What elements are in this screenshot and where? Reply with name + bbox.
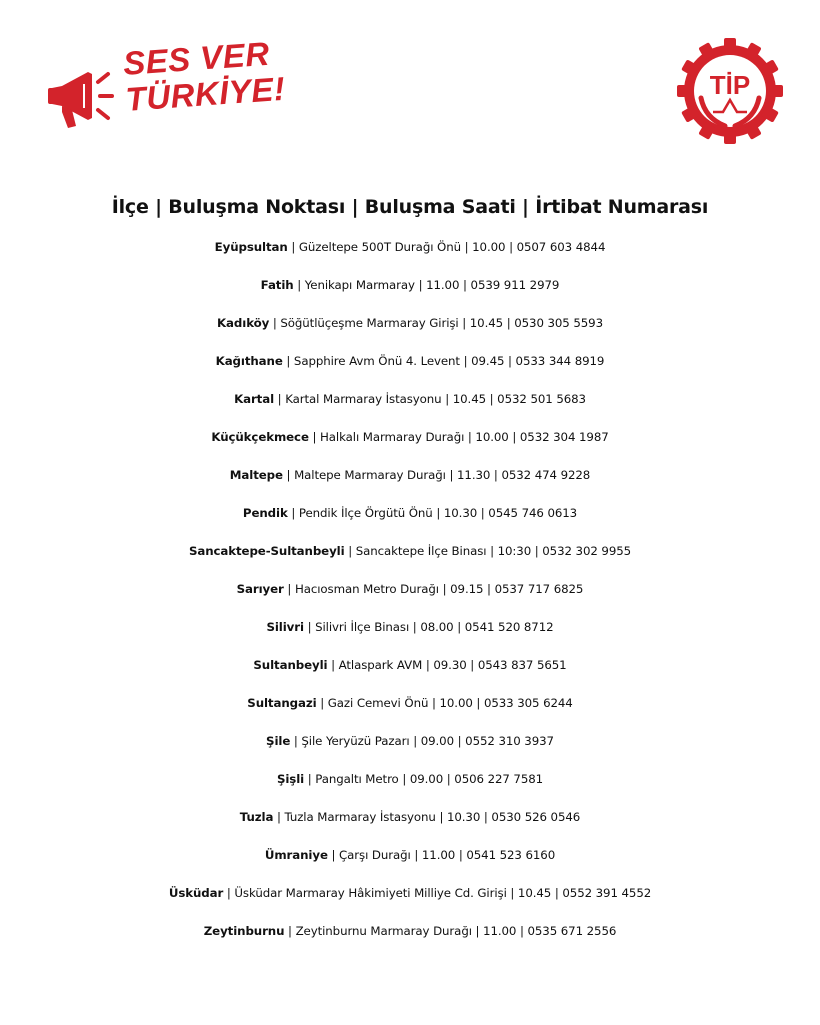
slogan-line-1: SES VER (121, 34, 271, 82)
list-item (0, 462, 820, 500)
meeting-details: | Atlaspark AVM | 09.30 | 0543 837 5651 (327, 658, 567, 672)
district-name: Silivri (266, 620, 304, 634)
list-item (0, 880, 820, 918)
district-name: Eyüpsultan (214, 240, 288, 254)
gear-wreath-icon (675, 36, 785, 146)
list-item (0, 842, 820, 880)
district-name: Tuzla (239, 810, 274, 824)
meeting-details: | Tuzla Marmaray İstasyonu | 10.30 | 0530 526 0546 (273, 810, 581, 824)
list-item (0, 310, 820, 348)
list-item (0, 728, 820, 766)
party-logo-text: TİP (709, 70, 751, 100)
district-name: Şişli (276, 772, 305, 786)
meeting-details: | Halkalı Marmaray Durağı | 10.00 | 0532 304 1987 (308, 430, 609, 444)
meeting-details: | Silivri İlçe Binası | 08.00 | 0541 520 8712 (303, 620, 554, 634)
list-item (0, 690, 820, 728)
list-item (0, 386, 820, 424)
district-name: Kartal (234, 392, 275, 406)
district-name: Sarıyer (236, 582, 284, 596)
district-name: Şile (266, 734, 291, 748)
meeting-details: | Söğütlüçeşme Marmaray Girişi | 10.45 | 0530 305 5593 (269, 316, 603, 330)
megaphone-icon (48, 68, 114, 130)
district-name: Sultangazi (247, 696, 317, 710)
meeting-points-list (0, 234, 820, 956)
district-name: Kadıköy (217, 316, 270, 330)
district-name: Zeytinburnu (203, 924, 285, 938)
tip-party-logo (675, 36, 785, 146)
district-name: Ümraniye (264, 848, 328, 862)
meeting-details: | Pendik İlçe Örgütü Önü | 10.30 | 0545 746 0613 (287, 506, 578, 520)
meeting-details: | Üsküdar Marmaray Hâkimiyeti Milliye Cd. Girişi | 10.45 | 0552 391 4552 (223, 886, 652, 900)
district-name: Fatih (260, 278, 294, 292)
meeting-details: | Çarşı Durağı | 11.00 | 0541 523 6160 (327, 848, 556, 862)
meeting-details: | Sapphire Avm Önü 4. Levent | 09.45 | 0533 344 8919 (282, 354, 605, 368)
list-item (0, 272, 820, 310)
list-item (0, 500, 820, 538)
list-item (0, 234, 820, 272)
district-name: Sultanbeyli (253, 658, 328, 672)
meeting-details: | Yenikapı Marmaray | 11.00 | 0539 911 2979 (293, 278, 560, 292)
list-item (0, 804, 820, 842)
list-item (0, 538, 820, 576)
ses-ver-turkiye-logo (48, 34, 308, 136)
list-item (0, 918, 820, 956)
meeting-details: | Sancaktepe İlçe Binası | 10:30 | 0532 302 9955 (344, 544, 632, 558)
list-item (0, 348, 820, 386)
meeting-details: | Kartal Marmaray İstasyonu | 10.45 | 0532 501 5683 (274, 392, 586, 406)
logo-slogan (122, 35, 286, 118)
meeting-details: | Güzeltepe 500T Durağı Önü | 10.00 | 0507 603 4844 (287, 240, 606, 254)
meeting-details: | Gazi Cemevi Önü | 10.00 | 0533 305 6244 (316, 696, 573, 710)
district-name: Sancaktepe-Sultanbeyli (188, 544, 345, 558)
list-item (0, 652, 820, 690)
district-name: Kağıthane (215, 354, 283, 368)
table-header: İlçe | Buluşma Noktası | Buluşma Saati | İrtibat Numarası (111, 196, 709, 218)
district-name: Küçükçekmece (211, 430, 309, 444)
slogan-line-2: TÜRKİYE! (124, 69, 287, 118)
district-name: Üsküdar (168, 886, 224, 900)
meeting-details: | Zeytinburnu Marmaray Durağı | 11.00 | 0535 671 2556 (284, 924, 617, 938)
list-item (0, 424, 820, 462)
meeting-details: | Maltepe Marmaray Durağı | 11.30 | 0532 474 9228 (282, 468, 591, 482)
meeting-details: | Şile Yeryüzü Pazarı | 09.00 | 0552 310 3937 (290, 734, 554, 748)
list-item (0, 766, 820, 804)
list-item (0, 576, 820, 614)
district-name: Pendik (242, 506, 288, 520)
list-item (0, 614, 820, 652)
meeting-details: | Hacıosman Metro Durağı | 09.15 | 0537 717 6825 (283, 582, 584, 596)
district-name: Maltepe (229, 468, 283, 482)
meeting-details: | Pangaltı Metro | 09.00 | 0506 227 7581 (304, 772, 544, 786)
